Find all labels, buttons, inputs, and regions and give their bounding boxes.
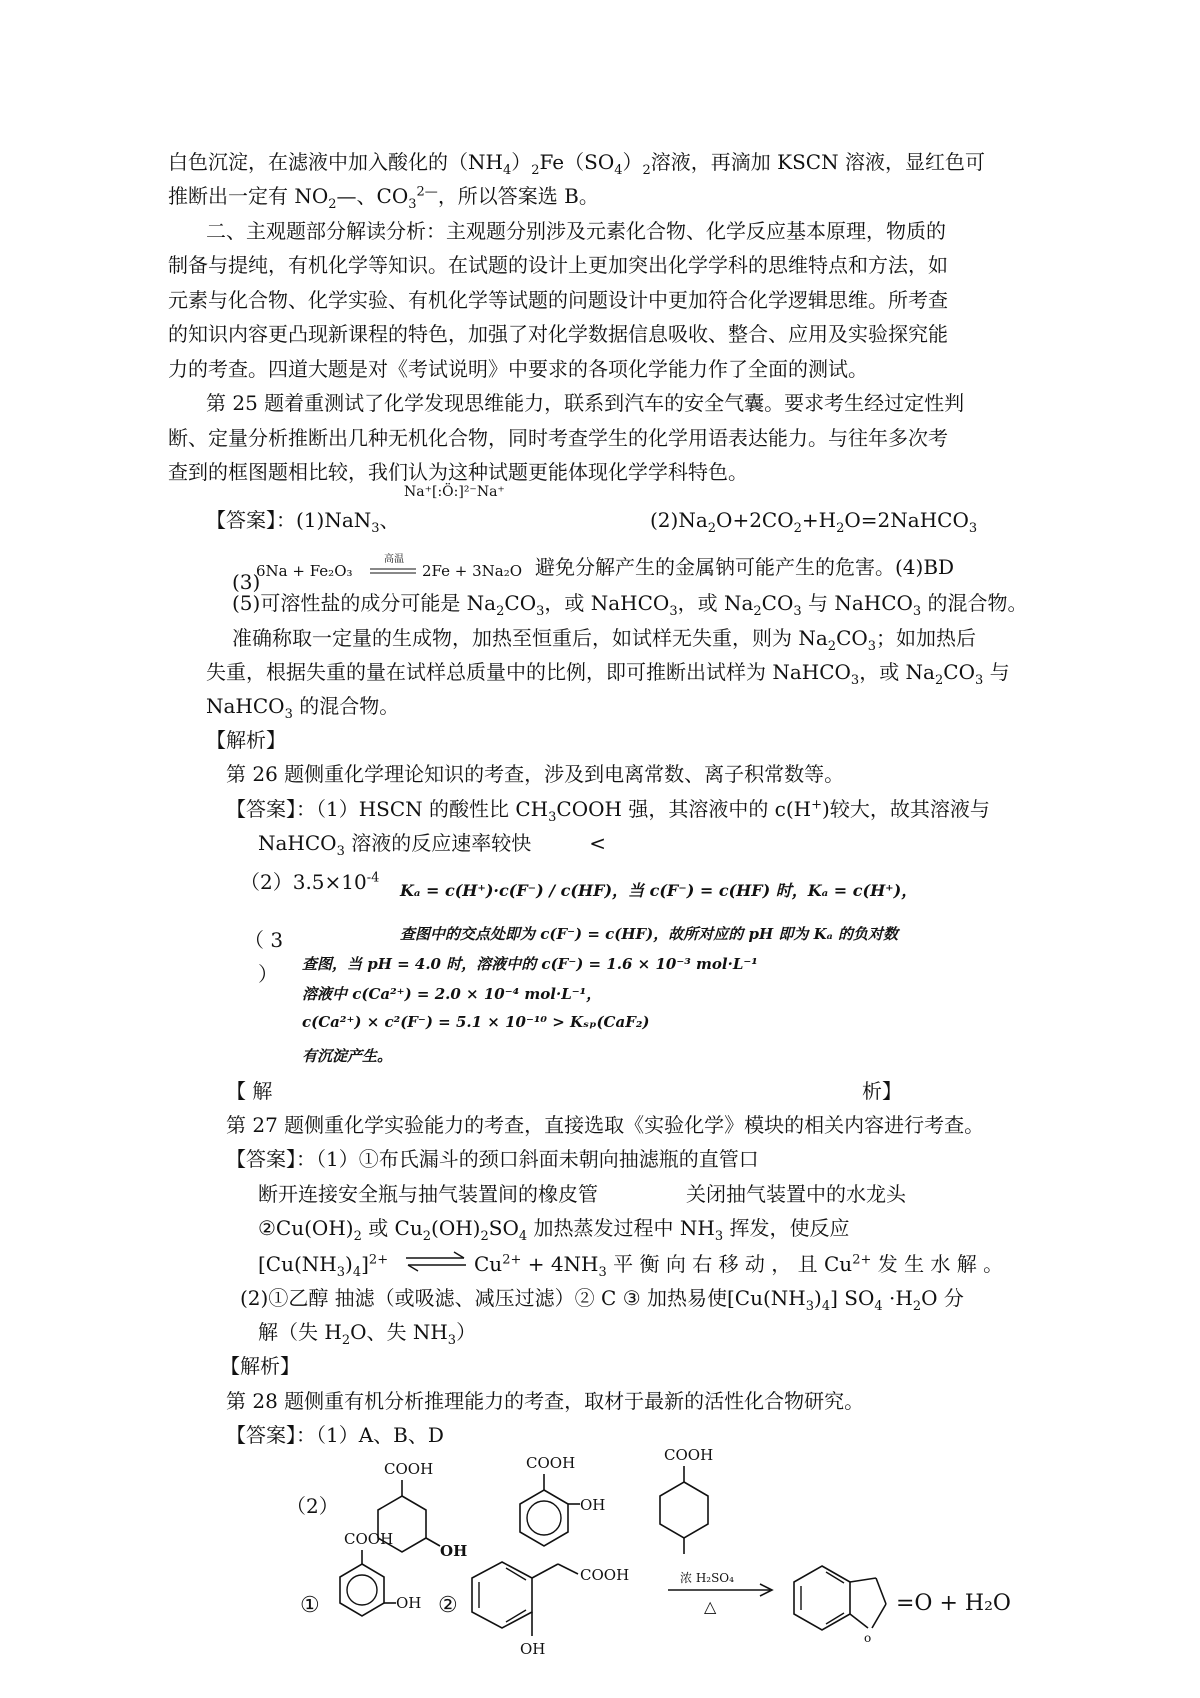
jiexi-heading-1: 【解析】 bbox=[206, 728, 286, 752]
a25-line-7: 失重，根据失重的量在试样总质量中的比例，即可推断出试样为 NaHCO$_3$，或 $Na_2CO_3$ 与 bbox=[206, 660, 1010, 688]
svg-text:OH: OH bbox=[520, 1640, 546, 1658]
a25-item-5: (5)可溶性盐的成分可能是 $Na_2CO_3$，或 NaHCO$_3$，或 $Na_2CO_3$ 与 NaHCO$_3$ 的混合物。 bbox=[232, 591, 1028, 619]
svg-text:COOH: COOH bbox=[384, 1460, 434, 1478]
product-tail: =O + H₂O bbox=[896, 1591, 1011, 1616]
a25-line-1: 【答案】：(1)NaN$_3$、 bbox=[206, 508, 400, 536]
lewis-structure-na2o: Na⁺[:Ö:]²⁻Na⁺ bbox=[404, 484, 505, 500]
structure-para-substituted-benzoic-acid bbox=[640, 1444, 750, 1574]
a27-line-5: (2)①乙醇 抽滤（或吸滤、减压过滤）② C ③ 加热易使$[Cu(NH_3)_4]$ $SO_4 \cdot H_2O$ 分 bbox=[240, 1286, 964, 1314]
a26-line-2: NaHCO$_3$ 溶液的反应速率较快 < bbox=[258, 831, 606, 859]
a26-line-1: 【答案】：（1）HSCN 的酸性比 $CH_3COOH$ 强，其溶液中的 c(H+)较大，故其溶液与 bbox=[226, 797, 990, 825]
scan-line-5: c(Ca²⁺) × c²(F⁻) = 5.1 × 10⁻¹⁰ > Kₛₚ(CaF₂) bbox=[302, 1013, 650, 1031]
part2-line-4: 的知识内容更凸现新课程的特色，加强了对化学数据信息吸收、整合、应用及实验探究能 bbox=[168, 322, 948, 346]
a26-line-3: $(2)3.5\times 10^{-4}$ bbox=[240, 870, 380, 894]
structure-salicylic-acid bbox=[322, 1528, 422, 1648]
circle-2-label: ② bbox=[438, 1593, 458, 1618]
eq-right: 2Fe + 3Na₂O bbox=[422, 562, 523, 580]
a26-item-3-paren: ） bbox=[258, 962, 278, 986]
ka-expression: Kₐ = c(H⁺)·c(F⁻) / c(HF)，当 c(F⁻) = c(HF) 时，Kₐ = c(H⁺)， bbox=[400, 881, 918, 900]
a27-line-6: 解（失 $H_2O$、失 $NH_3$） bbox=[258, 1320, 477, 1348]
structure-hydroxyphenylacetic-acid bbox=[462, 1540, 652, 1660]
a27-line-3: $②Cu(OH)_2$ 或 $Cu_2(OH)_2SO_4$ 加热蒸发过程中 $NH_3$ 挥发，使反应 bbox=[258, 1216, 850, 1244]
reaction-equation-3 bbox=[256, 550, 532, 590]
jiexi-heading-2a: 【 解 bbox=[226, 1079, 273, 1103]
svg-text:o: o bbox=[864, 1631, 872, 1645]
a27-line-4-right: $Cu^{2+} + 4NH_3$ 平 衡 向 右 移 动 ， 且 $Cu^{2+}$ 发 生 水 解 。 bbox=[474, 1252, 1004, 1280]
a27-line-1: 【答案】：（1）①布氏漏斗的颈口斜面未朝向抽滤瓶的直管口 bbox=[226, 1147, 759, 1171]
intro-line-1: 白色沉淀，在滤液中加入酸化的$(NH_4)_2Fe(SO_4)_2$溶液，再滴加 KSCN 溶液，显红色可 bbox=[168, 150, 985, 178]
a25-item-3-text: 避免分解产生的金属钠可能产生的危害。(4)BD bbox=[535, 555, 955, 579]
svg-text:△: △ bbox=[704, 1597, 717, 1616]
circle-1-label: ① bbox=[300, 1593, 320, 1618]
svg-text:浓 H₂SO₄: 浓 H₂SO₄ bbox=[680, 1571, 734, 1585]
scan-line-3: 查图，当 pH = 4.0 时，溶液中的 c(F⁻) = 1.6 × 10⁻³ mol·L⁻¹ bbox=[302, 955, 758, 973]
equilibrium-arrow-icon bbox=[404, 1250, 468, 1274]
a25-item-3-label: (3) bbox=[232, 570, 261, 594]
svg-text:COOH: COOH bbox=[526, 1454, 576, 1472]
svg-text:COOH: COOH bbox=[664, 1446, 714, 1464]
a27-line-2b: 关闭抽气装置中的水龙头 bbox=[686, 1182, 906, 1206]
jiexi-heading-2b: 析】 bbox=[862, 1079, 902, 1103]
part2-line-2: 制备与提纯，有机化学等知识。在试题的设计上更加突出化学学科的思维特点和方法，如 bbox=[168, 253, 948, 277]
jiexi-heading-3: 【解析】 bbox=[220, 1354, 300, 1378]
a25-equation-2: $(2)Na_2O+2CO_2+H_2O=2NaHCO_3$ bbox=[650, 508, 978, 536]
svg-text:COOH: COOH bbox=[580, 1566, 630, 1584]
q26-line: 第 26 题侧重化学理论知识的考查，涉及到电离常数、离子积常数等。 bbox=[226, 762, 845, 786]
q25-line-1: 第 25 题着重测试了化学发现思维能力，联系到汽车的安全气囊。要求考生经过定性判 bbox=[206, 391, 965, 415]
svg-text:COOH: COOH bbox=[344, 1530, 394, 1548]
a25-line-6: 准确称取一定量的生成物，加热至恒重后，如试样无失重，则为 $Na_2CO_3$；如加热后 bbox=[232, 626, 977, 654]
a25-line-8: NaHCO$_3$ 的混合物。 bbox=[206, 694, 400, 722]
scan-line-2: 查图中的交点处即为 c(F⁻) = c(HF)，故所对应的 pH 即为 Kₐ 的负对数 bbox=[400, 925, 898, 943]
intro-line-2: 推断出一定有 $NO_2—$、$CO_3^{2—}$，所以答案选 B。 bbox=[168, 184, 599, 212]
part2-line-5: 力的考查。四道大题是对《考试说明》中要求的各项化学能力作了全面的测试。 bbox=[168, 357, 868, 381]
svg-text:OH: OH bbox=[440, 1542, 468, 1560]
a28-item-2-label: （2） bbox=[286, 1494, 339, 1518]
reaction-arrow bbox=[666, 1566, 778, 1622]
a27-line-2a: 断开连接安全瓶与抽气装置间的橡皮管 bbox=[258, 1182, 598, 1206]
a26-item-3-label: （ 3 bbox=[244, 928, 284, 952]
svg-text:OH: OH bbox=[580, 1496, 606, 1514]
eq-left: 6Na + Fe₂O₃ bbox=[256, 562, 353, 580]
svg-text:OH: OH bbox=[396, 1594, 422, 1612]
a27-line-4-left: $[Cu(NH_3)_4]^{2+}$ bbox=[258, 1252, 389, 1280]
scan-line-4: 溶液中 c(Ca²⁺) = 2.0 × 10⁻⁴ mol·L⁻¹， bbox=[302, 985, 602, 1003]
part2-line-3: 元素与化合物、化学实验、有机化学等试题的问题设计中更加符合化学逻辑思维。所考查 bbox=[168, 288, 948, 312]
q27-line: 第 27 题侧重化学实验能力的考查，直接选取《实验化学》模块的相关内容进行考查。 bbox=[226, 1113, 985, 1137]
scan-line-6: 有沉淀产生。 bbox=[302, 1047, 393, 1065]
q25-line-3: 查到的框图题相比较，我们认为这种试题更能体现化学学科特色。 bbox=[168, 460, 748, 484]
part2-line-1: 二、主观题部分解读分析：主观题分别涉及元素化合物、化学反应基本原理，物质的 bbox=[206, 219, 946, 243]
q28-line: 第 28 题侧重有机分析推理能力的考查，取材于最新的活性化合物研究。 bbox=[226, 1389, 865, 1413]
q25-line-2: 断、定量分析推断出几种无机化合物，同时考查学生的化学用语表达能力。与往年多次考 bbox=[168, 426, 948, 450]
eq-condition: 高温 bbox=[384, 554, 404, 565]
a28-line-1: 【答案】：（1）A、B、D bbox=[226, 1423, 444, 1447]
